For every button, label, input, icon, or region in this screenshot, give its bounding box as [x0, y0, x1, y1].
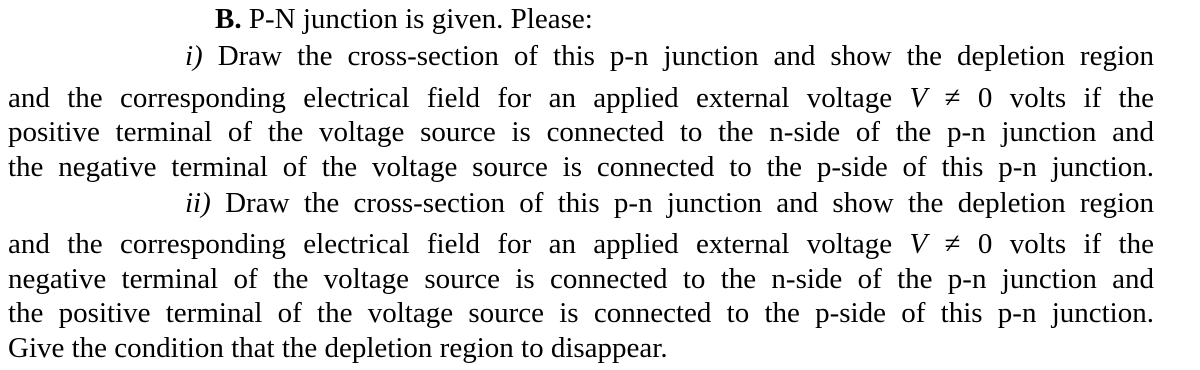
- voltage-variable: V: [909, 82, 928, 114]
- part-i-marker: i): [185, 40, 203, 72]
- part-ii-line-2: and the corresponding electrical field for an applied external voltage V ≠ 0 volts if the: [8, 228, 1154, 260]
- part-i-line-3: positive terminal of the voltage source is connected to the n-side of the p-n junction and: [8, 116, 1154, 148]
- problem-label: B.: [215, 3, 242, 35]
- problem-title: P-N junction is given. Please:: [248, 3, 593, 35]
- part-i-line-2: and the corresponding electrical field for an applied external voltage V ≠ 0 volts if the: [8, 82, 1154, 114]
- part-ii-line-4: the positive terminal of the voltage source is connected to the p-side of this p-n junction.: [8, 297, 1154, 329]
- part-i-line-1: i) Draw the cross-section of this p-n junction and show the depletion region: [185, 40, 1155, 72]
- part-i-line-4: the negative terminal of the voltage source is connected to the p-side of this p-n junction.: [8, 151, 1154, 183]
- part-ii-marker: ii): [185, 187, 211, 219]
- part-ii-line-1: ii) Draw the cross-section of this p-n junction and show the depletion region: [185, 187, 1155, 219]
- part-ii-line-3: negative terminal of the voltage source is connected to the n-side of the p-n junction and: [8, 263, 1154, 295]
- part-ii-line-5: Give the condition that the depletion region to disappear.: [8, 332, 668, 364]
- problem-heading: [215, 2, 593, 36]
- voltage-variable: V: [909, 228, 928, 260]
